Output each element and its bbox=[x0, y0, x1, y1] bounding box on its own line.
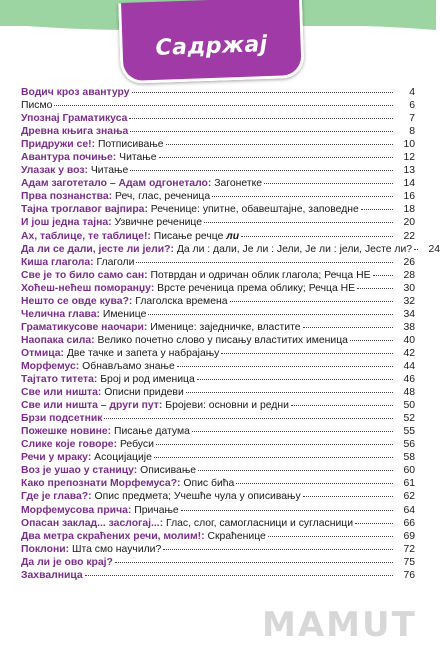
toc-page-number: 48 bbox=[403, 387, 415, 399]
toc-row[interactable] bbox=[21, 412, 415, 425]
toc-subtitle: Велико почетно слово у писању властитих именица bbox=[97, 334, 348, 346]
toc-subtitle: Бројеви: основни и редни bbox=[165, 400, 289, 412]
toc-subtitle: Скраћенице bbox=[207, 530, 266, 542]
toc-subtitle: Описни придеви bbox=[104, 387, 184, 399]
toc-page-number: 22 bbox=[403, 230, 415, 242]
toc-subtitle: Глас, слог, самогласници и сугласници bbox=[166, 517, 354, 529]
toc-entry-text bbox=[21, 230, 239, 243]
toc-row[interactable] bbox=[21, 216, 415, 229]
toc-entry-text bbox=[21, 425, 190, 438]
toc-title: Хоћеш-нећеш поморанџу: bbox=[21, 282, 155, 294]
toc-row[interactable] bbox=[21, 438, 415, 451]
toc-page-number: 14 bbox=[403, 178, 415, 190]
toc-title: Улазак у воз: bbox=[21, 165, 88, 177]
toc-title: Нешто се овде кува?: bbox=[21, 295, 133, 307]
toc-row[interactable] bbox=[21, 556, 415, 569]
dot-leader bbox=[373, 275, 393, 276]
toc-page-number: 44 bbox=[403, 360, 415, 372]
toc-row[interactable] bbox=[21, 99, 415, 112]
toc-subtitle: Да ли : дали, Је ли : Јели, Је ли : јели, Јесте ли? bbox=[176, 243, 413, 255]
toc-row[interactable] bbox=[21, 190, 415, 203]
table-of-contents bbox=[21, 86, 440, 582]
toc-subtitle: Писање датума bbox=[114, 426, 190, 438]
toc-row[interactable] bbox=[21, 203, 415, 216]
toc-page-number: 75 bbox=[403, 556, 415, 568]
toc-page-number: 16 bbox=[403, 191, 415, 203]
toc-page-number: 42 bbox=[403, 347, 415, 359]
dot-leader bbox=[264, 183, 393, 184]
toc-page-number: 26 bbox=[403, 256, 415, 268]
toc-title: Наопака сила: bbox=[21, 334, 95, 346]
toc-row[interactable] bbox=[21, 543, 415, 556]
toc-subtitle: Именице: заједничке, властите bbox=[150, 321, 301, 333]
toc-title: Упознај Граматикуса bbox=[21, 113, 128, 125]
toc-row[interactable] bbox=[21, 243, 440, 256]
toc-subtitle: Обнављамо знање bbox=[82, 360, 175, 372]
toc-subtitle: Ребуси bbox=[119, 439, 154, 451]
toc-row[interactable] bbox=[21, 138, 415, 151]
toc-subtitle: Загонетке bbox=[214, 178, 263, 190]
toc-row[interactable] bbox=[21, 490, 415, 503]
toc-entry-text bbox=[21, 125, 128, 138]
toc-title: Древна књига знања bbox=[21, 126, 129, 138]
toc-page-number: 66 bbox=[403, 517, 415, 529]
toc-title: Морфемус: bbox=[21, 360, 80, 372]
toc-page-number: 61 bbox=[403, 478, 415, 490]
dot-leader bbox=[148, 314, 393, 315]
toc-page-number: 34 bbox=[403, 308, 415, 320]
toc-row[interactable] bbox=[21, 230, 415, 243]
toc-row[interactable] bbox=[21, 112, 415, 125]
toc-subtitle: Писање речце bbox=[153, 230, 227, 242]
toc-page-number: 64 bbox=[403, 504, 415, 516]
toc-row[interactable] bbox=[21, 373, 415, 386]
toc-subtitle: Глаголска времена bbox=[135, 295, 228, 307]
toc-page-number: 62 bbox=[403, 491, 415, 503]
toc-row[interactable] bbox=[21, 517, 415, 530]
dot-leader bbox=[221, 353, 393, 354]
toc-title: Водич кроз авантуру bbox=[21, 87, 130, 98]
toc-row[interactable] bbox=[21, 425, 415, 438]
toc-page-number: 55 bbox=[403, 426, 415, 438]
toc-row[interactable] bbox=[21, 321, 415, 334]
toc-title: Морфемусова прича: bbox=[21, 504, 132, 516]
watermark-logo bbox=[258, 600, 438, 644]
toc-title: Тајна троглавог вајпира: bbox=[21, 204, 148, 216]
toc-title: Челична глава: bbox=[21, 308, 100, 320]
toc-page-number: 60 bbox=[403, 465, 415, 477]
dot-leader bbox=[355, 523, 393, 524]
toc-page-number: 20 bbox=[403, 217, 415, 229]
toc-subtitle: Врсте реченица према облику; Речца НЕ bbox=[157, 282, 356, 294]
toc-entry-text bbox=[21, 151, 157, 164]
toc-row[interactable] bbox=[21, 177, 415, 190]
toc-entry-text bbox=[21, 543, 161, 556]
toc-row[interactable] bbox=[21, 86, 415, 99]
toc-page-number: 58 bbox=[403, 452, 415, 464]
toc-page-number: 18 bbox=[403, 204, 415, 216]
dot-leader bbox=[236, 483, 393, 484]
toc-page-number: 69 bbox=[403, 530, 415, 542]
toc-title: Слике које говоре: bbox=[21, 439, 118, 451]
toc-entry-text bbox=[21, 517, 353, 530]
toc-entry-text bbox=[21, 477, 234, 490]
toc-page-number: 12 bbox=[403, 152, 415, 164]
toc-title: Брзи подсетник bbox=[21, 413, 103, 425]
toc-title: Речи у мраку: bbox=[21, 452, 92, 464]
toc-row[interactable] bbox=[21, 386, 415, 399]
toc-row[interactable] bbox=[21, 308, 415, 321]
toc-entry-text bbox=[21, 269, 371, 282]
toc-page-number: 40 bbox=[403, 334, 415, 346]
toc-title: Придружи се!: bbox=[21, 139, 96, 151]
toc-entry-text bbox=[21, 295, 228, 308]
toc-subtitle: Узвичне реченице bbox=[114, 217, 202, 229]
toc-page-number: 6 bbox=[409, 100, 415, 112]
toc-title: Све или ништа – други пут: bbox=[21, 400, 163, 412]
dot-leader bbox=[303, 327, 394, 328]
toc-title: Писмо bbox=[21, 100, 53, 112]
toc-row[interactable] bbox=[21, 360, 415, 373]
toc-entry-text bbox=[21, 256, 134, 269]
dot-leader bbox=[177, 366, 393, 367]
toc-row[interactable] bbox=[21, 504, 415, 517]
toc-entry-text bbox=[21, 569, 83, 582]
toc-subtitle: Читање bbox=[90, 165, 129, 177]
toc-entry-text bbox=[21, 556, 113, 569]
toc-entry-text bbox=[21, 112, 127, 125]
toc-subtitle: Реч, глас, реченица bbox=[114, 191, 211, 203]
dot-leader bbox=[181, 510, 393, 511]
toc-title: Како препознати Морфемуса?: bbox=[21, 478, 181, 490]
toc-title: Поклони: bbox=[21, 543, 70, 555]
toc-row[interactable] bbox=[21, 464, 415, 477]
toc-entry-text bbox=[21, 321, 301, 334]
dot-leader bbox=[85, 575, 393, 576]
toc-title: Тајтато титета: bbox=[21, 374, 98, 386]
toc-entry-text bbox=[21, 438, 154, 451]
toc-entry-text bbox=[21, 138, 164, 151]
toc-row[interactable] bbox=[21, 151, 415, 164]
dot-leader bbox=[130, 170, 393, 171]
toc-title: Авантура почиње: bbox=[21, 152, 117, 164]
title-badge bbox=[118, 0, 305, 84]
toc-page-number: 24 bbox=[428, 243, 440, 255]
toc-page-number: 7 bbox=[409, 113, 415, 125]
toc-entry-text bbox=[21, 177, 262, 190]
dot-leader bbox=[192, 431, 393, 432]
toc-entry-text bbox=[21, 334, 348, 347]
dot-leader bbox=[54, 105, 393, 106]
toc-title: И још једна тајна: bbox=[21, 217, 112, 229]
page-title: Садржај bbox=[155, 32, 269, 61]
dot-leader bbox=[115, 562, 393, 563]
toc-row[interactable] bbox=[21, 347, 415, 360]
toc-page-number: 56 bbox=[403, 439, 415, 451]
toc-title: Ах, таблице, те таблице!: bbox=[21, 230, 151, 242]
toc-row[interactable] bbox=[21, 399, 415, 412]
toc-entry-text bbox=[21, 99, 52, 112]
dot-leader bbox=[132, 92, 394, 93]
toc-title: Два метра скраћених речи, молим!: bbox=[21, 530, 205, 542]
dot-leader bbox=[291, 405, 393, 406]
toc-row[interactable] bbox=[21, 477, 415, 490]
dot-leader bbox=[154, 457, 393, 458]
toc-page-number: 28 bbox=[403, 269, 415, 281]
dot-leader bbox=[197, 379, 393, 380]
dot-leader bbox=[350, 340, 393, 341]
toc-subtitle: Број и род именица bbox=[100, 374, 195, 386]
toc-title: Пожешке новине: bbox=[21, 426, 112, 438]
toc-title: Све је то било само сан: bbox=[21, 269, 148, 281]
toc-entry-text bbox=[21, 504, 179, 517]
toc-row[interactable] bbox=[21, 282, 415, 295]
toc-title: Адам заготетало – Адам одгонетало: bbox=[21, 178, 212, 190]
toc-subtitle: Шта смо научили? bbox=[71, 543, 162, 555]
toc-page-number: 30 bbox=[403, 282, 415, 294]
toc-entry-text bbox=[21, 464, 196, 477]
toc-subtitle: Потписивање bbox=[97, 139, 164, 151]
toc-entry-text bbox=[21, 216, 202, 229]
toc-title: Опасан заклад... заслогај...: bbox=[21, 517, 164, 529]
toc-subtitle-italic: ли bbox=[226, 230, 240, 242]
dot-leader bbox=[361, 209, 393, 210]
dot-leader bbox=[198, 470, 393, 471]
toc-subtitle: Читање bbox=[119, 152, 157, 164]
toc-title: Да ли је ово крај? bbox=[21, 556, 113, 568]
toc-page-number: 52 bbox=[403, 413, 415, 425]
toc-subtitle: Опис бића bbox=[183, 478, 235, 490]
toc-title: Захвалница bbox=[21, 569, 83, 581]
toc-page-number: 76 bbox=[403, 569, 415, 581]
dot-leader bbox=[159, 157, 393, 158]
toc-row[interactable] bbox=[21, 569, 415, 582]
toc-title: Воз је ушао у станицу: bbox=[21, 465, 138, 477]
toc-page-number: 38 bbox=[403, 321, 415, 333]
toc-page-number: 4 bbox=[409, 87, 415, 98]
toc-row[interactable] bbox=[21, 256, 415, 269]
toc-entry-text bbox=[21, 190, 210, 203]
toc-page-number: 10 bbox=[403, 139, 415, 151]
toc-title: Киша глагола: bbox=[21, 256, 94, 268]
toc-title: Где је глава?: bbox=[21, 491, 92, 503]
dot-leader bbox=[414, 249, 418, 250]
dot-leader bbox=[204, 222, 393, 223]
toc-entry-text bbox=[21, 86, 130, 99]
toc-subtitle: Глаголи bbox=[96, 256, 135, 268]
toc-subtitle: Две тачке и запета у набрајању bbox=[66, 347, 220, 359]
toc-page-number: 46 bbox=[403, 374, 415, 386]
toc-page-number: 32 bbox=[403, 295, 415, 307]
dot-leader bbox=[104, 418, 393, 419]
dot-leader bbox=[136, 262, 393, 263]
toc-title: Све или ништа: bbox=[21, 387, 102, 399]
toc-entry-text bbox=[21, 360, 175, 373]
svg-text:MAMUT: MAMUT bbox=[262, 605, 417, 645]
toc-row[interactable] bbox=[21, 530, 415, 543]
dot-leader bbox=[230, 301, 394, 302]
toc-entry-text bbox=[21, 412, 102, 425]
toc-row[interactable] bbox=[21, 125, 415, 138]
toc-entry-text bbox=[21, 530, 266, 543]
dot-leader bbox=[186, 392, 393, 393]
toc-row[interactable] bbox=[21, 295, 415, 308]
toc-row[interactable] bbox=[21, 334, 415, 347]
dot-leader bbox=[130, 131, 393, 132]
toc-entry-text bbox=[21, 399, 289, 412]
toc-subtitle: Именице bbox=[102, 308, 147, 320]
toc-title: Отмица: bbox=[21, 347, 64, 359]
toc-subtitle: Реченице: упитне, обавештајне, заповедне bbox=[150, 204, 359, 216]
toc-entry-text bbox=[21, 164, 128, 177]
dot-leader bbox=[268, 536, 393, 537]
toc-entry-text bbox=[21, 451, 152, 464]
dot-leader bbox=[241, 236, 393, 237]
dot-leader bbox=[303, 496, 393, 497]
toc-entry-text bbox=[21, 386, 184, 399]
toc-row[interactable] bbox=[21, 269, 415, 282]
toc-row[interactable] bbox=[21, 451, 415, 464]
toc-subtitle: Опис предмета; Учешће чула у описивању bbox=[94, 491, 301, 503]
toc-page-number: 72 bbox=[403, 543, 415, 555]
dot-leader bbox=[212, 196, 393, 197]
toc-subtitle: Асоцијације bbox=[94, 452, 152, 464]
toc-entry-text bbox=[21, 373, 195, 386]
toc-entry-text bbox=[21, 347, 219, 360]
toc-title: Прва познанства: bbox=[21, 191, 113, 203]
toc-entry-text bbox=[21, 203, 359, 216]
dot-leader bbox=[166, 144, 393, 145]
toc-title: Да ли се дали, јесте ли јели?: bbox=[21, 243, 174, 255]
dot-leader bbox=[156, 444, 393, 445]
toc-subtitle: Описивање bbox=[140, 465, 197, 477]
toc-entry-text bbox=[21, 243, 412, 256]
toc-entry-text bbox=[21, 308, 146, 321]
toc-title: Граматикусове наочари: bbox=[21, 321, 148, 333]
toc-page-number: 8 bbox=[409, 126, 415, 138]
toc-entry-text bbox=[21, 490, 301, 503]
dot-leader bbox=[163, 549, 393, 550]
toc-entry-text bbox=[21, 282, 355, 295]
toc-page-number: 50 bbox=[403, 400, 415, 412]
toc-subtitle: Потврдан и одричан облик глагола; Речца НЕ bbox=[150, 269, 371, 281]
toc-page-number: 13 bbox=[403, 165, 415, 177]
toc-row[interactable] bbox=[21, 164, 415, 177]
dot-leader bbox=[357, 288, 393, 289]
dot-leader bbox=[129, 118, 393, 119]
toc-subtitle: Причање bbox=[134, 504, 179, 516]
